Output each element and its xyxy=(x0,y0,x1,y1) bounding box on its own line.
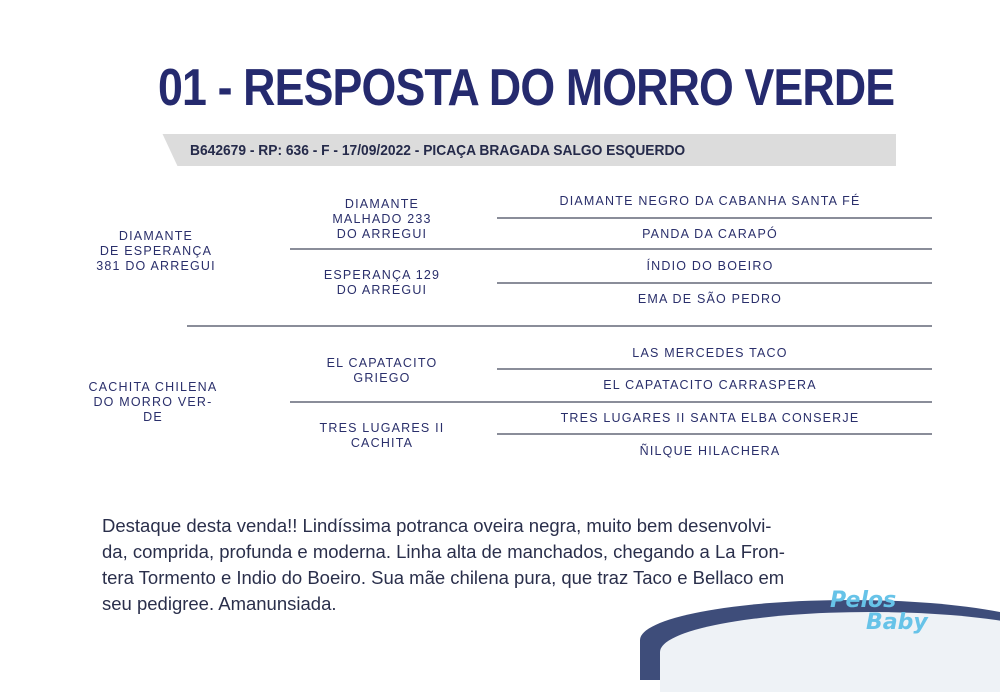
pedigree-divider-g1 xyxy=(497,217,932,219)
ggp-4: EMA DE SÃO PEDRO xyxy=(637,292,783,306)
ggp-8: ÑILQUE HILACHERA xyxy=(639,444,781,458)
pedigree-divider-g2 xyxy=(497,282,932,284)
ggp-2: PANDA DA CARAPÓ xyxy=(642,227,778,241)
animal-info: B642679 - RP: 636 - F - 17/09/2022 - PICAÇA BRAGADA SALGO ESQUERDO xyxy=(190,142,686,159)
pedigree-divider-main xyxy=(187,325,932,327)
brand-logo xyxy=(830,590,928,634)
pedigree-divider-sire xyxy=(290,248,932,250)
ggp-7: TRES LUGARES II SANTA ELBA CONSERJE xyxy=(560,411,860,425)
sire-dam-name: ESPERANÇA 129 DO ARREGUI xyxy=(323,268,441,297)
logo-line-1: Pelos xyxy=(830,588,897,613)
logo-line-2: Baby xyxy=(866,610,928,635)
pedigree-divider-dam xyxy=(290,401,932,403)
pedigree-divider-g4 xyxy=(497,433,932,435)
dam-name: CACHITA CHILENA DO MORRO VER- DE xyxy=(88,380,218,424)
pedigree-divider-g3 xyxy=(497,368,932,370)
description: Destaque desta venda!! Lindíssima potranca oveira negra, muito bem desenvolvi- da, comprida, profunda e moderna. Linha alta de manchados, chegando a La Fron- tera Tormento e Indio do Boeiro. Sua mãe chilena pura, que traz Taco e Bellaco em seu pedigree. Amanunsiada. xyxy=(102,515,785,614)
page-title: 01 - RESPOSTA DO MORRO VERDE xyxy=(158,59,895,117)
dam-sire-name: EL CAPATACITO GRIEGO xyxy=(326,356,438,385)
ggp-5: LAS MERCEDES TACO xyxy=(632,346,788,360)
sire-name: DIAMANTE DE ESPERANÇA 381 DO ARREGUI xyxy=(96,229,216,273)
ggp-3: ÍNDIO DO BOEIRO xyxy=(646,259,774,273)
ggp-6: EL CAPATACITO CARRASPERA xyxy=(603,378,817,392)
dam-dam-name: TRES LUGARES II CACHITA xyxy=(319,421,445,450)
sire-sire-name: DIAMANTE MALHADO 233 DO ARREGUI xyxy=(332,197,432,241)
ggp-1: DIAMANTE NEGRO DA CABANHA SANTA FÉ xyxy=(559,194,861,208)
